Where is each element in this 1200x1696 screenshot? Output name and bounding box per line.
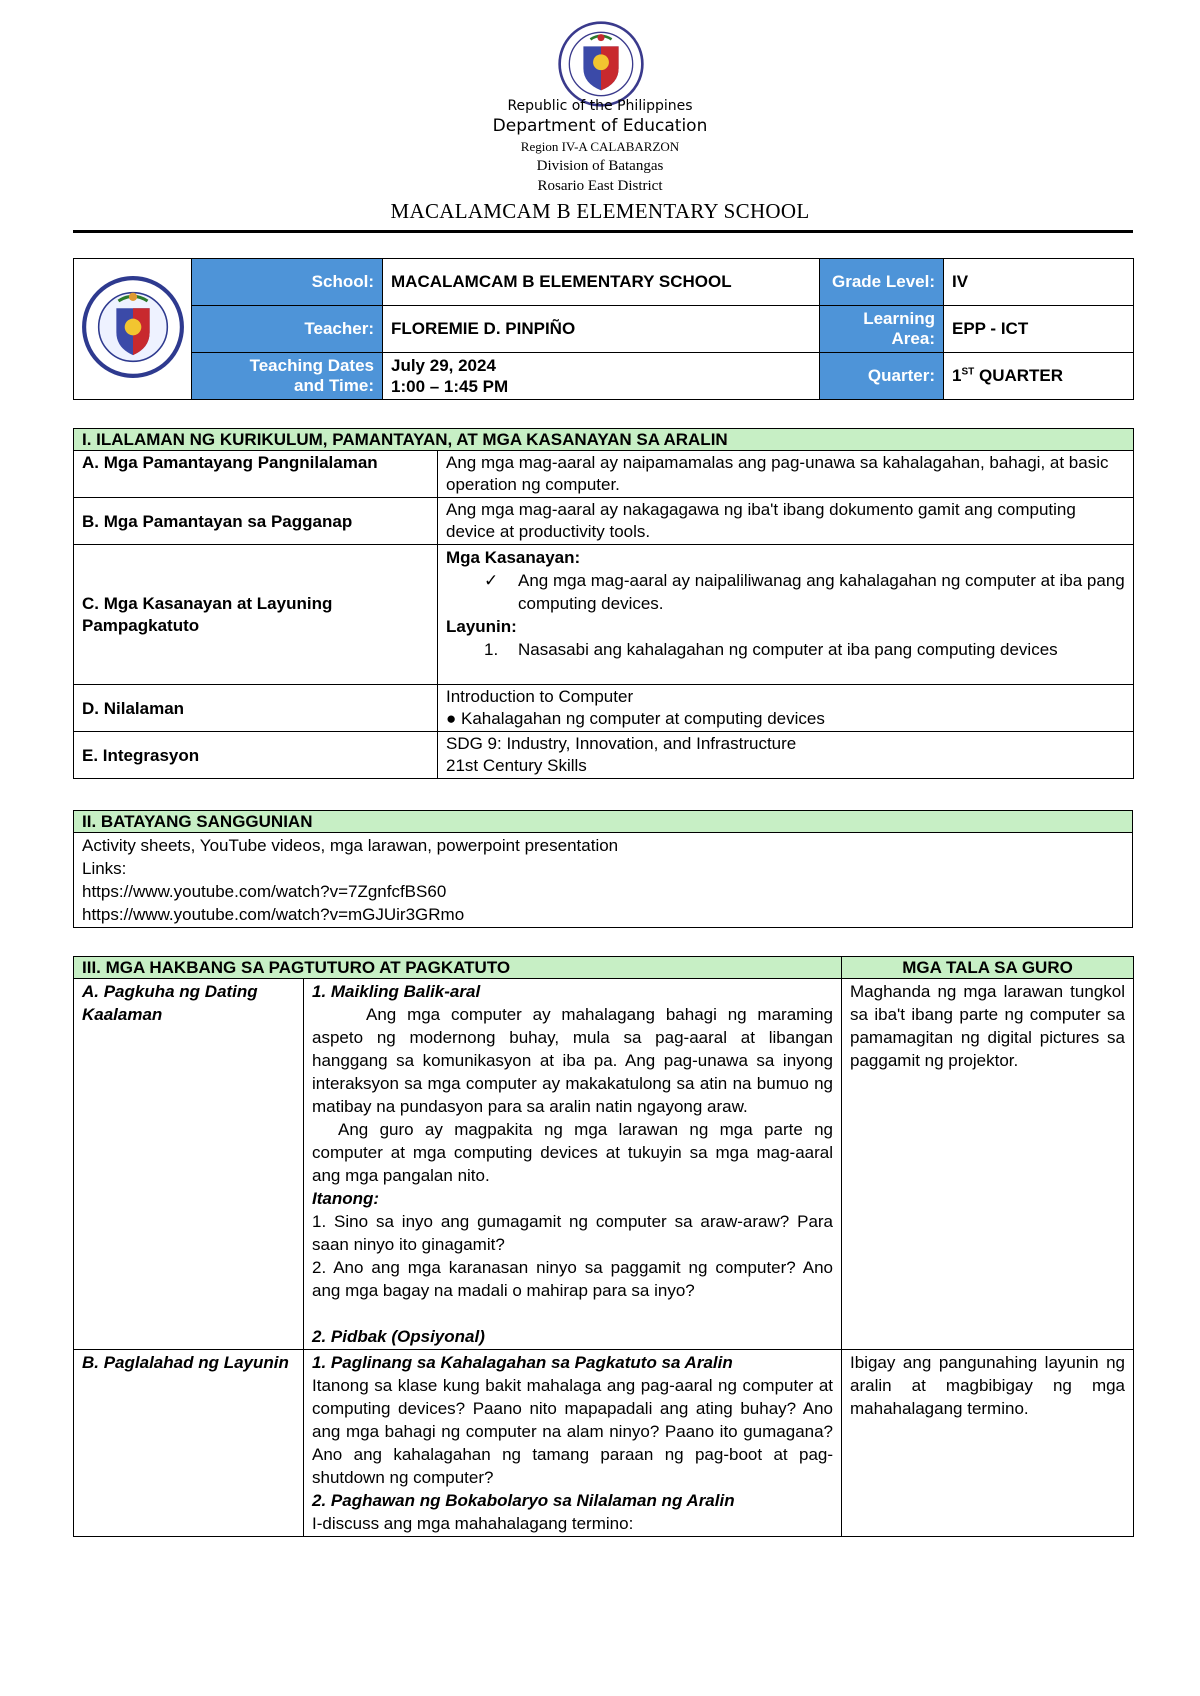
section-1-c-value <box>438 545 1134 685</box>
section-3-b-label: B. Paglalahad ng Layunin <box>74 1350 304 1537</box>
teaching-date: July 29, 2024 <box>391 356 496 375</box>
itanong-heading: Itanong: <box>312 1189 380 1208</box>
grade-value: IV <box>944 259 1134 306</box>
teaching-dates-label-line2: and Time: <box>294 376 374 395</box>
notes-column-title: MGA TALA SA GURO <box>842 957 1134 979</box>
integrasyon-line2: 21st Century Skills <box>446 756 587 775</box>
teaching-dates-label <box>192 353 383 400</box>
section-1-a-label: A. Mga Pamantayang Pangnilalaman <box>74 451 438 498</box>
layunin-item-text: Nasasabi ang kahalagahan ng computer at iba pang computing devices <box>518 640 1058 659</box>
section-1-a-value: Ang mga mag-aaral ay naipamamalas ang pag-unawa sa kahalagahan, bahagi, at basic operation ng computer. <box>438 451 1134 498</box>
section-1-title: I. ILALAMAN NG KURIKULUM, PAMANTAYAN, AT MGA KASANAYAN SA ARALIN <box>74 429 1134 451</box>
paglinang-heading: 1. Paglinang sa Kahalagahan sa Pagkatuto sa Aralin <box>312 1353 733 1372</box>
kasanayan-heading: Mga Kasanayan: <box>446 548 581 567</box>
header-department: Department of Education <box>492 116 708 136</box>
references-line: Activity sheets, YouTube videos, mga larawan, powerpoint presentation <box>82 836 619 855</box>
section-3-a-body <box>304 979 842 1350</box>
youtube-link-2[interactable]: https://www.youtube.com/watch?v=mGJUir3GRmo <box>82 905 465 924</box>
header-school-title: MACALAMCAM B ELEMENTARY SCHOOL <box>390 199 810 223</box>
section-3-title: III. MGA HAKBANG SA PAGTUTURO AT PAGKATUTO <box>74 957 842 979</box>
header-republic: Republic of the Philippines <box>507 98 693 114</box>
section-1-e-label: E. Integrasyon <box>74 732 438 779</box>
section-3-a-label: A. Pagkuha ng Dating Kaalaman <box>74 979 304 1350</box>
pidbak-heading: 2. Pidbak (Opsiyonal) <box>312 1327 485 1346</box>
section-1-d-value <box>438 685 1134 732</box>
quarter-word: QUARTER <box>974 366 1064 385</box>
header-district: Rosario East District <box>537 178 663 194</box>
teaching-time: 1:00 – 1:45 PM <box>391 377 509 396</box>
grade-label: Grade Level: <box>820 259 944 306</box>
itanong-question-1: 1. Sino sa inyo ang gumagamit ng computer sa araw-araw? Para saan ninyo ito ginagamit? <box>312 1212 834 1254</box>
layunin-heading: Layunin: <box>446 617 517 636</box>
info-table <box>73 258 1134 400</box>
paghawan-paragraph: I-discuss ang mga mahahalagang termino: <box>312 1514 634 1533</box>
quarter-ordinal: ST <box>961 366 975 378</box>
check-icon: ✓ <box>484 571 499 590</box>
section-1-e-value <box>438 732 1134 779</box>
kasanayan-item-text: Ang mga mag-aaral ay naipaliliwanag ang kahalagahan ng computer at iba pang computing devices. <box>518 571 1125 613</box>
nilalaman-line2: ● Kahalagahan ng computer at computing devices <box>446 709 825 728</box>
teacher-label: Teacher: <box>192 306 383 353</box>
section-3-b-body <box>304 1350 842 1537</box>
quarter-number: 1 <box>952 366 962 385</box>
section-2-body <box>74 833 1133 928</box>
teaching-dates-value <box>383 353 820 400</box>
maikling-balik-aral-heading: 1. Maikling Balik-aral <box>312 982 481 1001</box>
header-region: Region IV-A CALABARZON <box>520 139 680 154</box>
itanong-question-2: 2. Ano ang mga karanasan ninyo sa paggamit ng computer? Ano ang mga bagay na madali o mahirap para sa inyo? <box>312 1258 834 1300</box>
section-2-title: II. BATAYANG SANGGUNIAN <box>74 811 1133 833</box>
section-1-b-value: Ang mga mag-aaral ay nakagagawa ng iba't ibang dokumento gamit ang computing device at productivity tools. <box>438 498 1134 545</box>
section-3-a-note: Maghanda ng mga larawan tungkol sa iba't ibang parte ng computer sa pamamagitan ng digital pictures sa paggamit ng projektor. <box>842 979 1134 1350</box>
section-2-table <box>73 810 1133 928</box>
section-1-c-label: C. Mga Kasanayan at Layuning Pampagkatuto <box>74 545 438 685</box>
spacer <box>312 1302 833 1325</box>
layunin-item <box>446 638 1125 661</box>
section-3-b-note: Ibigay ang pangunahing layunin ng aralin at magbibigay ng mga mahahalagang termino. <box>842 1350 1134 1537</box>
deped-logo-icon <box>81 275 185 379</box>
balik-aral-paragraph-1: Ang mga computer ay mahalagang bahagi ng maraming aspeto ng modernong buhay, mula sa pag-aaral at libangan hanggang sa komunikasyon at iba pa. Ang pag-unawa sa inyong interaksyon sa mga computer ay makakatulong sa atin na bumuo ng matibay na pundasyon para sa aralin natin ngayong araw. <box>312 1005 834 1116</box>
section-3-table <box>73 956 1134 1537</box>
quarter-value <box>944 353 1134 400</box>
header-division: Division of Batangas <box>536 158 664 174</box>
layunin-item-number: 1. <box>484 640 499 659</box>
school-label: School: <box>192 259 383 306</box>
paghawan-heading: 2. Paghawan ng Bokabolaryo sa Nilalaman ng Aralin <box>312 1491 735 1510</box>
links-label: Links: <box>82 859 127 878</box>
section-1-b-label: B. Mga Pamantayan sa Pagganap <box>74 498 438 545</box>
school-value: MACALAMCAM B ELEMENTARY SCHOOL <box>383 259 820 306</box>
nilalaman-line1: Introduction to Computer <box>446 687 634 706</box>
teacher-value: FLOREMIE D. PINPIÑO <box>383 306 820 353</box>
youtube-link-1[interactable]: https://www.youtube.com/watch?v=7ZgnfcfBS60 <box>82 882 447 901</box>
paglinang-paragraph: Itanong sa klase kung bakit mahalaga ang pag-aaral ng computer at computing devices? Paano nito mapapadali ang ating buhay? Ano ang mga bahagi ng computer na alam ninyo? Paano ito gumagana? Ano ang kahalagahan ng tamang paraan ng pag-boot at pag-shutdown ng computer? <box>312 1376 834 1487</box>
header-divider <box>73 230 1133 233</box>
learning-area-label: Learning Area: <box>820 306 944 353</box>
deped-logo-cell <box>74 259 192 400</box>
teaching-dates-label-line1: Teaching Dates <box>249 356 374 375</box>
deped-seal-icon <box>557 20 645 108</box>
balik-aral-paragraph-2: Ang guro ay magpakita ng mga larawan ng mga parte ng computer at mga computing devices at tukuyin sa mga mag-aaral ang mga pangalan nito. <box>312 1120 834 1185</box>
integrasyon-line1: SDG 9: Industry, Innovation, and Infrastructure <box>446 734 797 753</box>
kasanayan-item <box>446 569 1125 615</box>
learning-area-value: EPP - ICT <box>944 306 1134 353</box>
section-1-d-label: D. Nilalaman <box>74 685 438 732</box>
section-1-table <box>73 428 1134 779</box>
quarter-label: Quarter: <box>820 353 944 400</box>
